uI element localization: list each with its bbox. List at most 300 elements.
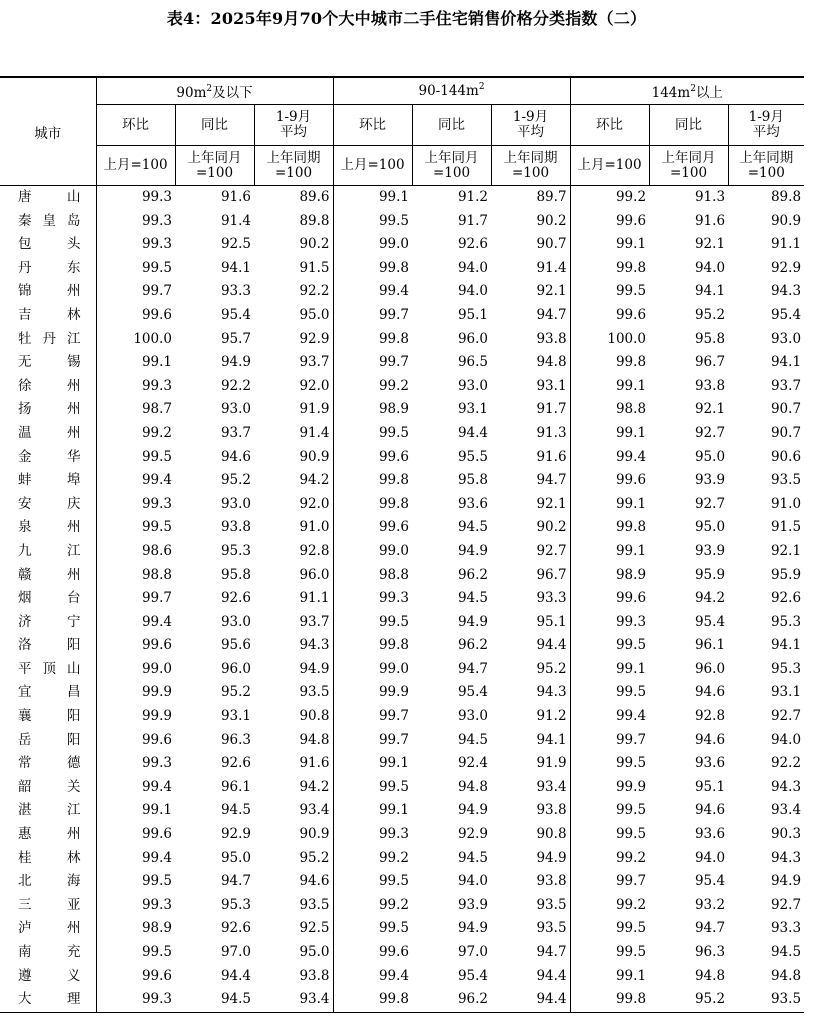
index-value: 93.5 [536, 896, 567, 913]
city-name: 桂林 [18, 849, 81, 866]
index-value: 98.7 [96, 398, 175, 422]
index-value: 89.8 [770, 189, 802, 205]
index-value: 94.9 [457, 802, 489, 819]
index-value: 99.2 [570, 894, 649, 918]
index-value: 95.2 [694, 306, 726, 323]
index-value: 99.7 [333, 304, 412, 328]
index-value: 99.5 [333, 422, 412, 446]
index-value: 95.2 [220, 472, 251, 489]
city-name: 烟台 [18, 590, 81, 607]
city-name: 丹东 [18, 259, 81, 276]
index-value: 95.2 [220, 684, 251, 701]
index-value: 95.0 [694, 448, 726, 465]
index-value: 91.3 [694, 189, 726, 205]
index-value: 95.7 [220, 330, 251, 347]
index-value: 96.7 [536, 566, 567, 583]
index-value: 94.5 [220, 802, 251, 819]
city-name: 宜昌 [18, 684, 81, 701]
city-name: 常德 [18, 755, 81, 772]
index-value: 99.3 [96, 375, 175, 399]
index-value: 99.5 [570, 634, 649, 658]
index-value: 92.2 [299, 283, 330, 300]
table-header [0, 77, 804, 186]
size-group-header [96, 77, 333, 105]
index-value: 95.3 [770, 613, 802, 630]
index-value: 90.7 [770, 401, 802, 418]
index-value: 94.7 [536, 944, 567, 960]
index-value: 99.7 [333, 351, 412, 375]
table-row [0, 917, 804, 941]
index-value: 92.1 [770, 542, 802, 559]
index-value: 91.0 [770, 495, 802, 512]
index-value: 95.4 [694, 873, 726, 890]
index-value: 94.9 [770, 873, 802, 890]
index-value: 99.1 [570, 658, 649, 682]
table-row [0, 941, 804, 965]
index-value: 90.7 [770, 424, 802, 441]
index-value: 94.8 [536, 354, 567, 371]
index-value: 99.5 [570, 823, 649, 847]
table-row [0, 776, 804, 800]
index-value: 93.6 [694, 755, 726, 772]
index-value: 98.9 [570, 564, 649, 588]
index-value: 93.1 [536, 377, 567, 394]
base-header [96, 146, 175, 186]
table-row [0, 681, 804, 705]
city-name: 岳阳 [18, 731, 81, 748]
city-name: 济宁 [18, 613, 81, 630]
index-value: 99.4 [96, 611, 175, 635]
index-value: 94.2 [299, 778, 330, 795]
index-value: 99.3 [96, 752, 175, 776]
index-value: 95.8 [694, 330, 726, 347]
metric-label: 1-9月 [748, 109, 784, 125]
index-value: 93.5 [299, 896, 330, 913]
index-value: 99.3 [333, 823, 412, 847]
base-label: 上年同期 [266, 149, 321, 166]
index-value: 92.0 [299, 377, 330, 394]
index-value: 99.2 [333, 894, 412, 918]
table-row [0, 186, 804, 210]
base-header [333, 146, 412, 186]
index-value: 93.9 [694, 542, 726, 559]
city-name: 蚌埠 [18, 472, 81, 489]
base-label-line2: =100 [511, 164, 550, 181]
index-value: 93.7 [299, 613, 330, 630]
index-value: 100.0 [96, 328, 175, 352]
index-value: 99.4 [96, 776, 175, 800]
index-value: 91.4 [220, 212, 251, 229]
base-header [254, 146, 333, 186]
base-label-line2: =100 [747, 164, 785, 181]
index-value: 99.5 [96, 446, 175, 470]
city-name: 九江 [18, 542, 81, 559]
index-value: 94.5 [457, 849, 489, 866]
index-value: 99.1 [570, 493, 649, 517]
index-value: 94.6 [220, 448, 251, 465]
base-header [649, 146, 728, 186]
index-value: 99.4 [96, 847, 175, 871]
index-value: 92.1 [536, 283, 567, 300]
index-value: 94.5 [175, 988, 254, 1012]
city-name: 遵义 [18, 967, 81, 984]
index-value: 95.8 [457, 472, 489, 489]
index-value: 99.9 [570, 776, 649, 800]
index-value: 93.5 [536, 920, 567, 937]
index-value: 94.5 [457, 731, 489, 748]
superscript: 2 [478, 81, 485, 92]
index-value: 95.6 [220, 637, 251, 654]
table-row [0, 351, 804, 375]
index-value: 99.6 [570, 210, 649, 234]
index-value: 97.0 [457, 944, 489, 960]
index-value: 95.9 [770, 566, 802, 583]
base-label: 上月=100 [340, 157, 405, 173]
base-header [570, 146, 649, 186]
index-value: 99.1 [570, 540, 649, 564]
index-value: 90.2 [299, 236, 330, 253]
index-value: 92.5 [299, 920, 330, 937]
index-value: 99.9 [333, 681, 412, 705]
index-value: 99.7 [333, 729, 412, 753]
index-value: 99.5 [570, 681, 649, 705]
metric-label: 同比 [675, 116, 703, 133]
table-row [0, 823, 804, 847]
index-value: 94.9 [457, 613, 489, 630]
index-value: 99.6 [96, 823, 175, 847]
index-value: 96.3 [694, 944, 726, 960]
price-index-table [0, 76, 804, 1013]
index-value: 94.9 [299, 660, 330, 677]
index-value: 94.0 [457, 259, 489, 276]
size-group-label: 144m [651, 85, 691, 101]
index-value: 94.0 [694, 849, 726, 866]
index-value: 91.3 [536, 424, 567, 441]
table-row [0, 729, 804, 753]
index-value: 99.2 [96, 422, 175, 446]
table-row [0, 328, 804, 352]
index-value: 93.9 [694, 472, 726, 489]
size-group-suffix: 以上 [695, 85, 723, 101]
index-value: 99.3 [96, 493, 175, 517]
table-row [0, 446, 804, 470]
index-value: 100.0 [570, 328, 649, 352]
index-value: 99.3 [96, 894, 175, 918]
index-value: 92.2 [220, 377, 251, 394]
base-header [491, 146, 570, 186]
index-value: 94.2 [299, 472, 330, 489]
index-value: 99.6 [96, 965, 175, 989]
index-value: 90.7 [536, 236, 567, 253]
city-name: 襄阳 [18, 708, 81, 725]
index-value: 93.5 [728, 988, 804, 1012]
index-value: 92.8 [694, 708, 726, 725]
index-value: 99.5 [96, 257, 175, 281]
city-name: 平顶山 [18, 660, 81, 677]
index-value: 95.0 [299, 944, 330, 960]
index-value: 93.0 [457, 708, 489, 725]
base-header [175, 146, 254, 186]
index-value: 94.8 [299, 731, 330, 748]
index-value: 99.1 [333, 186, 412, 210]
index-value: 95.2 [649, 988, 728, 1012]
city-name: 扬州 [18, 401, 81, 418]
table-row [0, 587, 804, 611]
index-value: 99.0 [333, 540, 412, 564]
city-column-header: 城市 [0, 77, 96, 186]
index-value: 93.5 [299, 684, 330, 701]
index-value: 99.4 [333, 965, 412, 989]
city-name: 泉州 [18, 519, 81, 536]
index-value: 99.4 [570, 446, 649, 470]
metric-label-line2: 平均 [752, 124, 780, 140]
city-name: 温州 [18, 424, 81, 441]
index-value: 93.8 [536, 802, 567, 819]
metric-label: 同比 [438, 116, 466, 133]
index-value: 91.5 [299, 259, 330, 276]
metric-header [491, 105, 570, 146]
index-value: 99.5 [570, 280, 649, 304]
index-value: 99.1 [570, 422, 649, 446]
index-value: 90.8 [536, 826, 567, 843]
index-value: 94.5 [457, 590, 489, 607]
index-value: 96.2 [412, 988, 491, 1012]
index-value: 95.5 [457, 448, 489, 465]
index-value: 95.2 [299, 849, 330, 866]
index-value: 99.3 [333, 587, 412, 611]
index-value: 90.9 [299, 448, 330, 465]
table-row [0, 422, 804, 446]
table-row [0, 752, 804, 776]
city-name: 徐州 [18, 377, 81, 394]
index-value: 95.8 [220, 566, 251, 583]
index-value: 91.9 [536, 755, 567, 772]
index-value: 94.1 [694, 283, 726, 300]
index-value: 93.7 [770, 377, 802, 394]
index-value: 93.1 [457, 401, 489, 418]
index-value: 94.4 [457, 424, 489, 441]
index-value: 95.0 [694, 519, 726, 536]
index-value: 90.6 [770, 448, 802, 465]
index-value: 92.5 [220, 236, 251, 253]
index-value: 92.7 [536, 542, 567, 559]
index-value: 96.1 [220, 778, 251, 795]
index-value: 99.8 [333, 634, 412, 658]
table-row [0, 516, 804, 540]
index-value: 94.0 [770, 731, 802, 748]
index-value: 94.9 [457, 920, 489, 937]
index-value: 99.2 [570, 186, 649, 210]
city-name: 金华 [18, 448, 81, 465]
index-value: 94.6 [694, 802, 726, 819]
index-value: 93.0 [457, 377, 489, 394]
index-value: 99.9 [96, 681, 175, 705]
metric-label-line2: 平均 [517, 124, 545, 140]
index-value: 99.5 [570, 917, 649, 941]
index-value: 99.8 [570, 988, 649, 1012]
index-value: 92.6 [220, 590, 251, 607]
table-row [0, 988, 804, 1012]
base-label: 上年同月 [661, 149, 716, 166]
index-value: 99.8 [570, 351, 649, 375]
table-row [0, 965, 804, 989]
index-value: 99.6 [96, 304, 175, 328]
table-row [0, 257, 804, 281]
index-value: 91.4 [536, 259, 567, 276]
index-value: 92.9 [299, 330, 330, 347]
index-value: 95.3 [220, 896, 251, 913]
index-value: 93.4 [299, 802, 330, 819]
index-value: 92.4 [457, 755, 489, 772]
index-value: 96.1 [694, 637, 726, 654]
index-value: 93.7 [299, 354, 330, 371]
metric-label: 1-9月 [275, 109, 312, 125]
city-name: 韶关 [18, 778, 81, 795]
index-value: 99.6 [570, 587, 649, 611]
index-value: 99.8 [333, 328, 412, 352]
index-value: 99.4 [333, 280, 412, 304]
table-row [0, 375, 804, 399]
index-value: 95.4 [457, 684, 489, 701]
index-value: 92.7 [770, 896, 802, 913]
index-value: 99.5 [333, 870, 412, 894]
superscript: 2 [206, 83, 213, 94]
index-value: 99.5 [570, 941, 649, 965]
base-label: 上月=100 [103, 157, 168, 173]
index-value: 95.0 [220, 849, 251, 866]
index-value: 92.6 [457, 236, 489, 253]
city-name: 惠州 [18, 826, 81, 843]
base-label: 上年同期 [503, 149, 558, 166]
index-value: 94.5 [770, 944, 802, 960]
metric-label: 同比 [201, 116, 228, 133]
index-value: 95.1 [457, 306, 489, 323]
table-row [0, 870, 804, 894]
index-value: 99.3 [96, 186, 175, 210]
index-value: 90.2 [536, 519, 567, 536]
index-value: 92.1 [694, 236, 726, 253]
city-name: 吉林 [18, 306, 81, 323]
city-name: 秦皇岛 [18, 212, 81, 229]
index-value: 99.4 [570, 705, 649, 729]
base-label: 上年同期 [739, 149, 794, 166]
index-value: 89.8 [299, 212, 330, 229]
index-value: 99.5 [333, 917, 412, 941]
index-value: 92.0 [299, 495, 330, 512]
city-name: 洛阳 [18, 637, 81, 654]
index-value: 91.6 [536, 448, 567, 465]
index-value: 94.4 [536, 967, 567, 984]
index-value: 95.0 [299, 306, 330, 323]
size-group-label: 90m [176, 85, 207, 101]
index-value: 92.7 [694, 424, 726, 441]
index-value: 99.3 [570, 611, 649, 635]
index-value: 93.6 [694, 826, 726, 843]
index-value: 92.7 [694, 495, 726, 512]
index-value: 93.6 [457, 495, 489, 512]
metric-header [175, 105, 254, 146]
index-value: 91.1 [770, 236, 802, 253]
index-value: 94.7 [536, 472, 567, 489]
metric-label: 环比 [596, 116, 624, 133]
index-value: 99.1 [570, 233, 649, 257]
index-value: 95.1 [536, 613, 567, 630]
index-value: 92.7 [770, 708, 802, 725]
base-label-line2: =100 [432, 164, 471, 181]
table-title: 表4：2025年9月70个大中城市二手住宅销售价格分类指数（二） [166, 9, 647, 28]
index-value: 93.3 [770, 920, 802, 937]
index-value: 91.2 [457, 189, 489, 205]
index-value: 94.3 [770, 778, 802, 795]
metric-label: 环比 [359, 116, 387, 133]
index-value: 95.9 [694, 566, 726, 583]
index-value: 94.4 [491, 988, 570, 1012]
index-value: 98.8 [96, 564, 175, 588]
index-value: 93.8 [694, 377, 726, 394]
index-value: 90.9 [770, 212, 802, 229]
table-row [0, 398, 804, 422]
index-value: 91.0 [299, 519, 330, 536]
index-value: 98.8 [333, 564, 412, 588]
index-value: 98.9 [96, 917, 175, 941]
index-value: 91.2 [536, 708, 567, 725]
index-value: 94.0 [457, 873, 489, 890]
index-value: 94.8 [694, 967, 726, 984]
index-value: 94.1 [770, 637, 802, 654]
index-value: 95.3 [220, 542, 251, 559]
index-value: 92.9 [770, 259, 802, 276]
index-value: 91.7 [536, 401, 567, 418]
index-value: 92.9 [220, 826, 251, 843]
metric-header [649, 105, 728, 146]
index-value: 96.5 [457, 354, 489, 371]
table-row [0, 705, 804, 729]
index-value: 96.7 [694, 354, 726, 371]
index-value: 99.7 [570, 729, 649, 753]
base-label: 上年同月 [187, 149, 242, 166]
index-value: 91.1 [299, 590, 330, 607]
index-value: 94.7 [536, 306, 567, 323]
index-value: 92.2 [770, 755, 802, 772]
index-value: 95.4 [694, 613, 726, 630]
table-row [0, 304, 804, 328]
city-name: 无锡 [18, 354, 81, 371]
index-value: 94.0 [694, 259, 726, 276]
city-name: 北海 [18, 873, 81, 890]
index-value: 90.8 [299, 708, 330, 725]
index-value: 94.6 [694, 731, 726, 748]
index-value: 99.1 [333, 752, 412, 776]
index-value: 99.1 [96, 799, 175, 823]
index-value: 94.9 [536, 849, 567, 866]
index-value: 99.4 [96, 469, 175, 493]
index-value: 93.1 [220, 708, 251, 725]
index-value: 93.8 [220, 519, 251, 536]
index-value: 94.3 [299, 637, 330, 654]
index-value: 99.5 [96, 516, 175, 540]
table-row [0, 280, 804, 304]
index-value: 99.8 [570, 257, 649, 281]
index-value: 99.7 [96, 280, 175, 304]
index-value: 90.9 [299, 826, 330, 843]
index-value: 96.0 [694, 660, 726, 677]
index-value: 99.2 [570, 847, 649, 871]
index-value: 99.5 [333, 611, 412, 635]
table-body [0, 186, 804, 1013]
index-value: 91.6 [694, 212, 726, 229]
size-group-header [333, 77, 570, 105]
index-value: 99.8 [333, 469, 412, 493]
